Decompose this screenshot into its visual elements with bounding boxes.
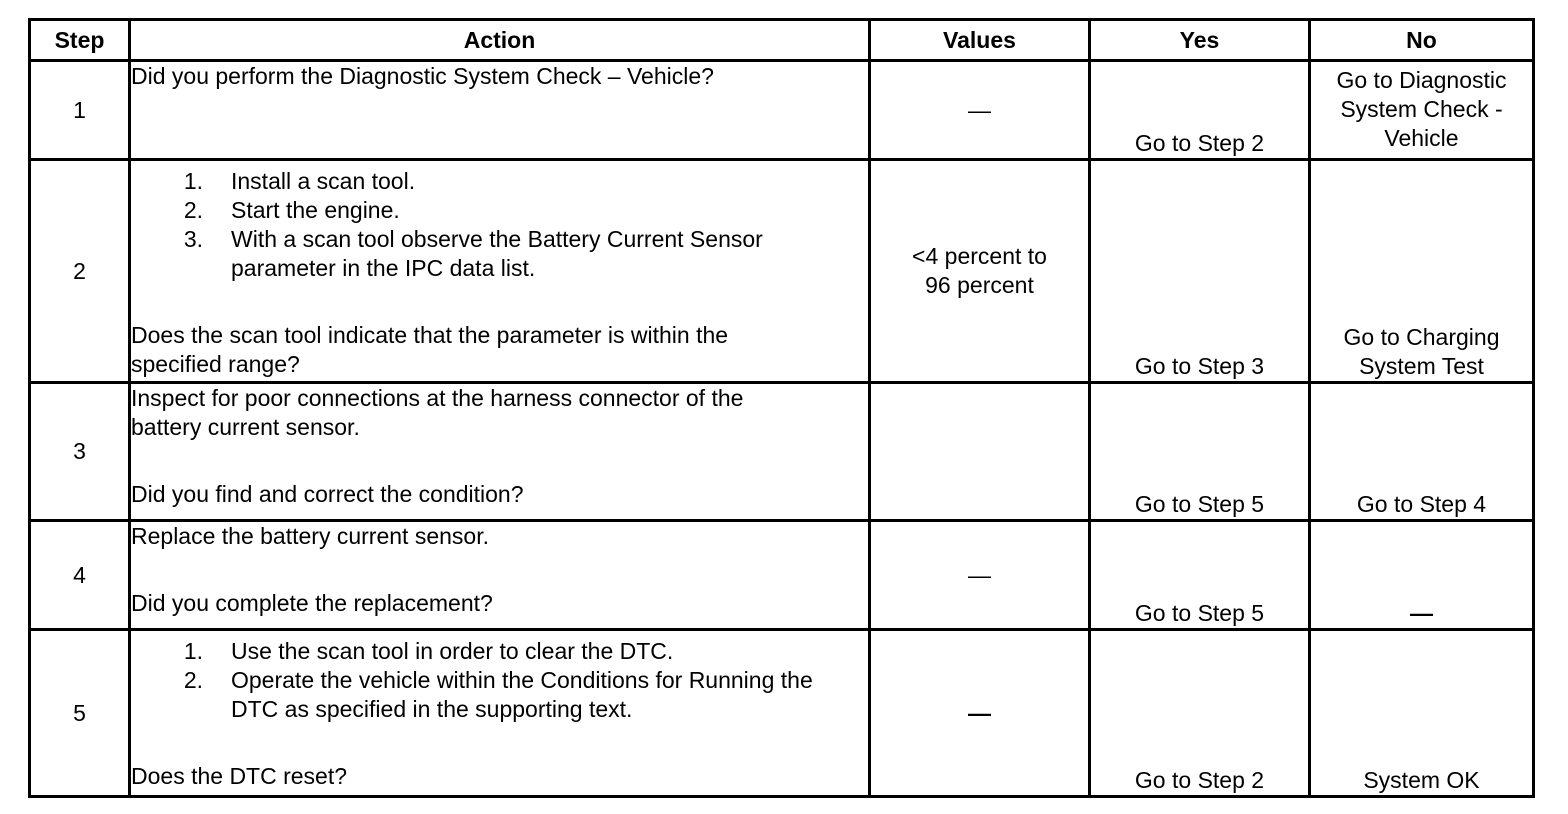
no-cell: Go to Step 4 <box>1310 383 1534 521</box>
values-cell: — <box>870 61 1090 160</box>
action-steps-list <box>131 637 868 724</box>
diagnostic-table <box>28 18 1535 798</box>
header-yes: Yes <box>1090 20 1310 61</box>
list-item: 1. Install a scan tool. <box>183 168 416 194</box>
action-cell <box>130 383 870 521</box>
no-cell: Go to Charging System Test <box>1310 160 1534 383</box>
yes-cell: Go to Step 5 <box>1090 521 1310 630</box>
table-row <box>30 160 1534 383</box>
step-number: 2 <box>30 160 130 383</box>
table-row <box>30 521 1534 630</box>
header-no: No <box>1310 20 1534 61</box>
action-steps-list <box>131 167 868 283</box>
action-question: Did you find and correct the condition? <box>131 481 524 507</box>
header-action: Action <box>130 20 870 61</box>
values-cell <box>870 383 1090 521</box>
action-text: Inspect for poor connections at the harness connector of the battery current sensor. <box>131 385 744 440</box>
step-number: 5 <box>30 630 130 797</box>
no-text: Go to Diagnostic System Check - Vehicle <box>1336 67 1507 151</box>
yes-cell: Go to Step 5 <box>1090 383 1310 521</box>
table-row <box>30 383 1534 521</box>
values-cell: — <box>870 521 1090 630</box>
step-number: 1 <box>30 61 130 160</box>
table-row <box>30 630 1534 797</box>
list-item: 1. Use the scan tool in order to clear the DTC. <box>183 638 674 664</box>
action-cell <box>130 630 870 797</box>
yes-cell: Go to Step 3 <box>1090 160 1310 383</box>
action-cell <box>130 521 870 630</box>
no-cell <box>1310 61 1534 160</box>
header-row <box>30 20 1534 61</box>
action-cell <box>130 61 870 160</box>
no-cell: System OK <box>1310 630 1534 797</box>
action-text: Did you perform the Diagnostic System Check – Vehicle? <box>131 63 714 89</box>
table-row <box>30 61 1534 160</box>
action-question: Does the scan tool indicate that the parameter is within the specified range? <box>131 322 729 377</box>
action-question: Does the DTC reset? <box>131 763 348 789</box>
header-step: Step <box>30 20 130 61</box>
yes-cell: Go to Step 2 <box>1090 630 1310 797</box>
no-cell: — <box>1310 521 1534 630</box>
values-cell: — <box>870 630 1090 797</box>
yes-cell: Go to Step 2 <box>1090 61 1310 160</box>
action-cell <box>130 160 870 383</box>
step-number: 4 <box>30 521 130 630</box>
list-item: 3. With a scan tool observe the Battery Current Sensor parameter in the IPC data list. <box>183 226 763 281</box>
values-cell: <4 percent to 96 percent <box>870 160 1090 383</box>
action-text: Replace the battery current sensor. <box>131 523 489 549</box>
list-item: 2. Start the engine. <box>183 197 400 223</box>
header-values: Values <box>870 20 1090 61</box>
list-item: 2. Operate the vehicle within the Conditions for Running the DTC as specified in the supporting text. <box>183 667 813 722</box>
action-question: Did you complete the replacement? <box>131 590 493 616</box>
step-number: 3 <box>30 383 130 521</box>
